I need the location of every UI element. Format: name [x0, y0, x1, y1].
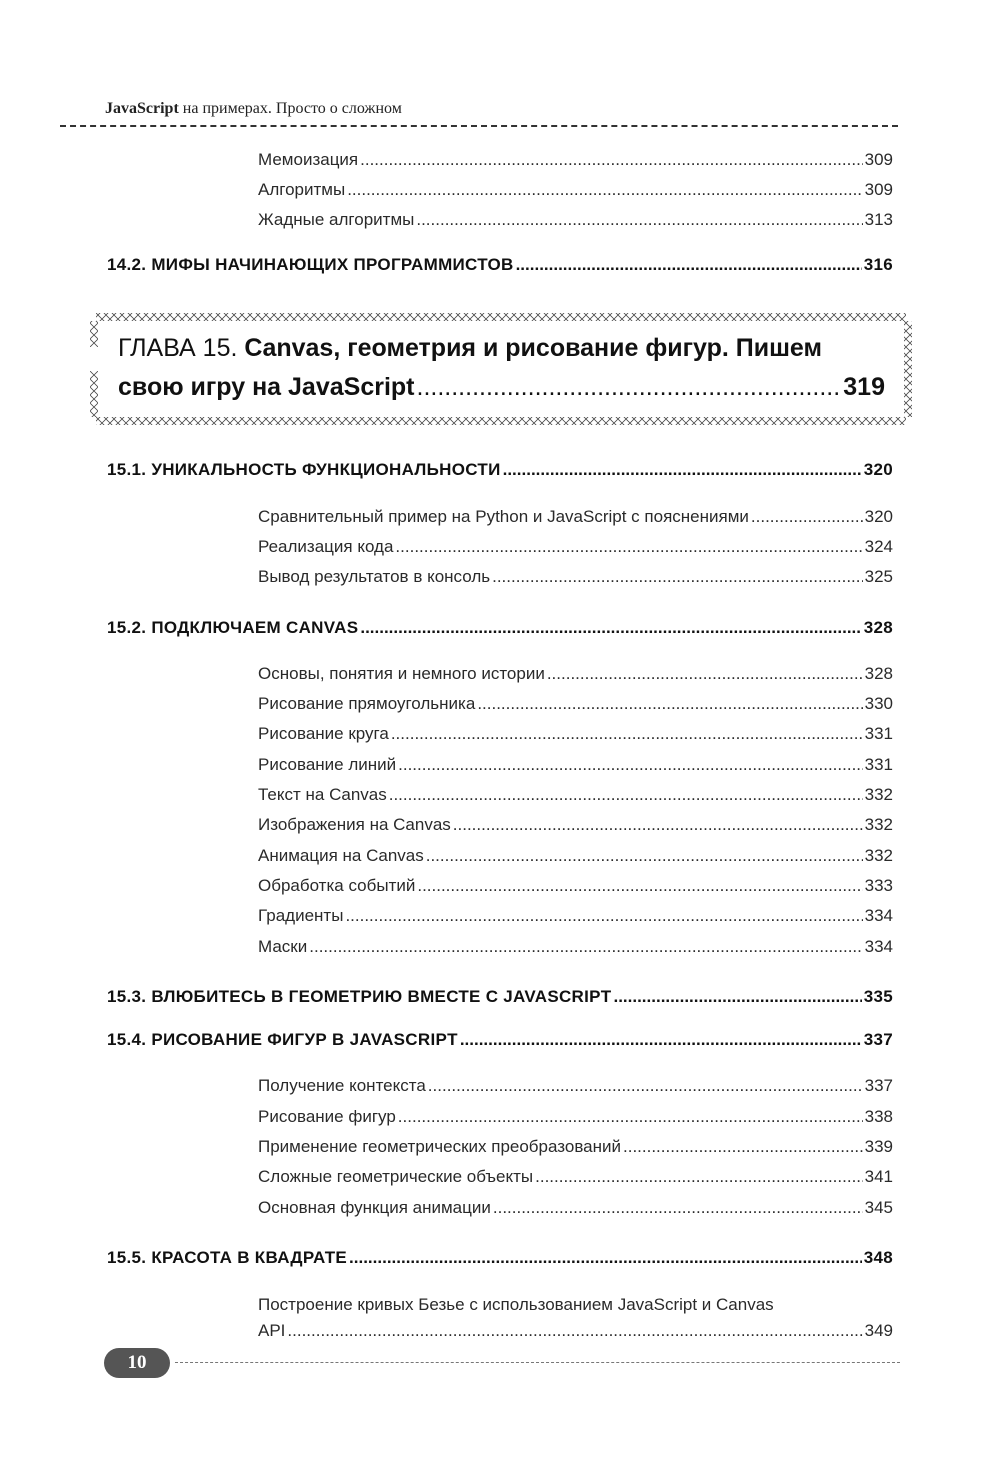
toc-section-title: 15.3. ВЛЮБИТЕСЬ В ГЕОМЕТРИЮ ВМЕСТЕ С JAVASCRIPT: [107, 987, 612, 1006]
leader-dots: [360, 618, 861, 638]
toc-section-page: 328: [863, 618, 893, 637]
toc-entry-title: Сравнительный пример на Python и JavaScript с пояснениями: [258, 507, 749, 526]
toc-entry: [258, 815, 893, 835]
toc-entry: [258, 1107, 893, 1127]
toc-section-title: 15.5. КРАСОТА В КВАДРАТЕ: [107, 1248, 348, 1267]
header-divider: [60, 125, 898, 127]
toc-section-page: 316: [863, 255, 893, 274]
leader-dots: [398, 1107, 863, 1127]
toc-section-15-5: [107, 1248, 893, 1268]
leader-dots: [426, 846, 863, 866]
toc-entry: [258, 1198, 893, 1218]
toc-entry-title: Основы, понятия и немного истории: [258, 664, 545, 683]
leader-dots: [477, 694, 862, 714]
leader-dots: [751, 507, 863, 527]
toc-section-15-2: [107, 618, 893, 638]
toc-entry: [258, 567, 893, 587]
toc-section-14-2: [107, 255, 893, 275]
toc-entry: [258, 937, 893, 957]
footer-divider: [175, 1362, 900, 1363]
leader-dots: [623, 1137, 863, 1157]
toc-entry: [258, 785, 893, 805]
toc-entry-page: 331: [864, 755, 893, 774]
leader-dots: [395, 537, 862, 557]
toc-entry-page: 338: [864, 1107, 893, 1126]
toc-entry-title: Основная функция анимации: [258, 1198, 491, 1217]
toc-section-page: 320: [863, 460, 893, 479]
toc-entry-page: 324: [864, 537, 893, 556]
chapter-frame: [90, 311, 912, 427]
chapter-heading-line1: [118, 334, 822, 363]
toc-entry: [258, 537, 893, 557]
toc-entry-title: Обработка событий: [258, 876, 416, 895]
toc-entry-page: 332: [864, 785, 893, 804]
toc-entry: [258, 1137, 893, 1157]
chapter-page: 319: [843, 373, 885, 401]
toc-section-page: 337: [863, 1030, 893, 1049]
toc-entry-title: Рисование круга: [258, 724, 389, 743]
toc-entry: [258, 724, 893, 744]
leader-dots: [493, 1198, 863, 1218]
toc-entry-title-continued: API: [258, 1321, 286, 1340]
leader-dots: [389, 785, 863, 805]
toc-entry-title: Получение контекста: [258, 1076, 426, 1095]
chapter-title-part1: Canvas, геометрия и рисование фигур. Пишем: [244, 334, 822, 362]
toc-entry: [258, 180, 893, 200]
toc-entry-page: 331: [864, 724, 893, 743]
toc-entry-wrapped-line1: [258, 1295, 893, 1315]
toc-entry-title: Градиенты: [258, 906, 344, 925]
leader-dots: [391, 724, 863, 744]
toc-entry-page: 334: [864, 906, 893, 925]
toc-entry-page: 309: [864, 150, 893, 169]
toc-entry-page: 349: [864, 1321, 893, 1340]
toc-section-page: 335: [863, 987, 893, 1006]
toc-section-title: 15.2. ПОДКЛЮЧАЕМ CANVAS: [107, 618, 359, 637]
toc-entry-title: Рисование линий: [258, 755, 397, 774]
toc-section-15-3: [107, 987, 893, 1007]
toc-entry: [258, 507, 893, 527]
toc-entry-page: 325: [864, 567, 893, 586]
toc-entry-title: Маски: [258, 937, 308, 956]
leader-dots: [417, 373, 842, 402]
toc-entry: [258, 1321, 893, 1341]
leader-dots: [360, 150, 862, 170]
toc-entry-page: 309: [864, 180, 893, 199]
toc-entry-title: Построение кривых Безье с использованием JavaScript и Canvas: [258, 1295, 774, 1314]
toc-entry-page: 337: [864, 1076, 893, 1095]
chapter-label: ГЛАВА 15.: [118, 334, 238, 362]
toc-entry: [258, 876, 893, 896]
leader-dots: [287, 1321, 862, 1341]
running-header: [105, 100, 402, 118]
toc-entry-title: Рисование прямоугольника: [258, 694, 476, 713]
toc-entry-page: 332: [864, 815, 893, 834]
toc-entry: [258, 1076, 893, 1096]
toc-entry-title: Мемоизация: [258, 150, 359, 169]
toc-entry-page: 328: [864, 664, 893, 683]
toc-entry-title: Алгоритмы: [258, 180, 346, 199]
toc-entry: [258, 694, 893, 714]
toc-entry: [258, 846, 893, 866]
leader-dots: [428, 1076, 863, 1096]
toc-entry-title: Вывод результатов в консоль: [258, 567, 491, 586]
leader-dots: [503, 460, 862, 480]
page-number: 10: [127, 1352, 147, 1373]
toc-section-title: 15.1. УНИКАЛЬНОСТЬ ФУНКЦИОНАЛЬНОСТИ: [107, 460, 501, 479]
chapter-title-part2: свою игру на JavaScript: [118, 373, 415, 401]
leader-dots: [398, 755, 862, 775]
toc-entry-title: Рисование фигур: [258, 1107, 396, 1126]
toc-entry-page: 313: [864, 210, 893, 229]
book-subtitle: на примерах. Просто о сложном: [182, 100, 402, 117]
toc-section-15-1: [107, 460, 893, 480]
book-title: JavaScript: [105, 100, 179, 117]
toc-section-15-4: [107, 1030, 893, 1050]
leader-dots: [345, 906, 862, 926]
toc-entry-page: 345: [864, 1198, 893, 1217]
toc-entry-page: 332: [864, 846, 893, 865]
toc-entry-page: 330: [864, 694, 893, 713]
toc-entry: [258, 755, 893, 775]
toc-entry-title: Текст на Canvas: [258, 785, 387, 804]
leader-dots: [416, 210, 862, 230]
chapter-frame-border: [90, 311, 912, 427]
toc-entry-page: 334: [864, 937, 893, 956]
toc-entry-title: Анимация на Canvas: [258, 846, 424, 865]
toc-entry-title: Сложные геометрические объекты: [258, 1167, 534, 1186]
leader-dots: [460, 1030, 862, 1050]
leader-dots: [309, 937, 862, 957]
toc-entry: [258, 906, 893, 926]
leader-dots: [417, 876, 862, 896]
toc-entry-title: Жадные алгоритмы: [258, 210, 415, 229]
toc-entry: [258, 150, 893, 170]
toc-section-title: 15.4. РИСОВАНИЕ ФИГУР В JAVASCRIPT: [107, 1030, 458, 1049]
toc-section-page: 348: [863, 1248, 893, 1267]
toc-entry: [258, 1167, 893, 1187]
toc-entry: [258, 210, 893, 230]
toc-section-title: 14.2. МИФЫ НАЧИНАЮЩИХ ПРОГРАММИСТОВ: [107, 255, 514, 274]
toc-entry-title: Изображения на Canvas: [258, 815, 451, 834]
page-number-badge: [104, 1348, 170, 1378]
chapter-heading-line2: [118, 373, 885, 402]
toc-entry-title: Применение геометрических преобразований: [258, 1137, 621, 1156]
toc-entry-title: Реализация кода: [258, 537, 394, 556]
toc-entry-page: 320: [864, 507, 893, 526]
toc-entry: [258, 664, 893, 684]
leader-dots: [453, 815, 863, 835]
toc-entry-page: 341: [864, 1167, 893, 1186]
leader-dots: [613, 987, 861, 1007]
leader-dots: [347, 180, 862, 200]
leader-dots: [349, 1248, 862, 1268]
leader-dots: [492, 567, 863, 587]
toc-entry-page: 339: [864, 1137, 893, 1156]
toc-entry-page: 333: [864, 876, 893, 895]
leader-dots: [547, 664, 863, 684]
leader-dots: [516, 255, 862, 275]
leader-dots: [535, 1167, 863, 1187]
